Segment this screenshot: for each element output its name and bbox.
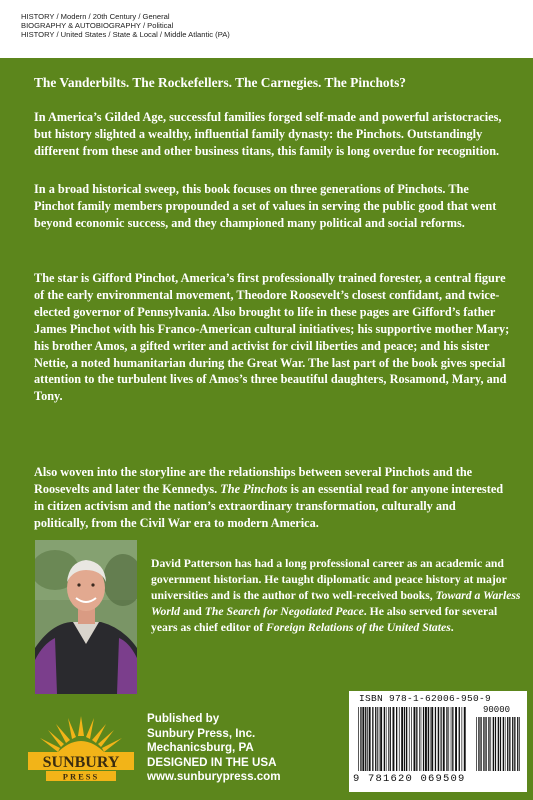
isbn-number: ISBN 978-1-62006-950-9 — [359, 693, 492, 704]
paragraph-text: is an essential read for anyone interested in citizen activism and the nation’s extraordinary transformation, culturally and politically, from the Civil War era to modern America. — [34, 481, 504, 530]
tagline: The Vanderbilts. The Rockefellers. The Carnegies. The Pinchots? — [34, 75, 406, 90]
description-paragraph-2: In a broad historical sweep, this book focuses on three generations of Pinchots. The Pinchot family members propounded a set of values in serving the public good that went beyond economic success, and they championed many political and social reforms. — [34, 182, 497, 230]
barcode-bar — [452, 707, 453, 771]
barcode-bar — [455, 707, 457, 771]
publisher-line: DESIGNED IN THE USA — [147, 755, 277, 769]
barcode-bar — [440, 707, 441, 771]
barcode-bars — [357, 707, 467, 771]
barcode-bar — [441, 707, 442, 771]
barcode-bar — [416, 707, 417, 771]
barcode-bar — [414, 707, 416, 771]
ean-number: 9 781620 069509 — [353, 773, 466, 785]
barcode-bar — [451, 707, 452, 771]
barcode-bar — [406, 707, 407, 771]
barcode-bar — [372, 707, 373, 771]
addon-barcode-bars — [475, 717, 521, 771]
barcode-bar — [485, 717, 486, 771]
barcode-bar — [488, 717, 489, 771]
barcode-bar — [390, 707, 391, 771]
category-line: HISTORY / United States / State & Local / Middle Atlantic (PA) — [21, 30, 230, 40]
publisher-line: Sunbury Press, Inc. — [147, 726, 256, 740]
barcode-bar — [507, 717, 508, 771]
barcode-bar — [505, 717, 506, 771]
barcode-bar — [401, 707, 403, 771]
paragraph-text: Also woven into the storyline are the relationships between several Pinchots and the Roosevelts and later the Kennedys. — [34, 465, 473, 496]
book-title: Foreign Relations of the United States — [266, 620, 451, 634]
barcode-bar — [480, 717, 481, 771]
author-portrait-image — [35, 540, 137, 694]
logo-subword: PRESS — [62, 771, 100, 782]
bio-text: . — [450, 620, 454, 634]
barcode-bar — [419, 707, 420, 771]
category-line: HISTORY / Modern / 20th Century / General — [21, 12, 170, 21]
barcode-bar — [404, 707, 405, 771]
barcode-bar — [365, 707, 366, 771]
description-paragraph-4 — [34, 464, 512, 532]
barcode-bar — [423, 707, 424, 771]
description-paragraph-1: In America’s Gilded Age, successful families forged self-made and powerful aristocracies, but history slighted a wealthy, influential family dynasty: the Pinchots. Outstandingly different from these and other business titans, this family is long overdue for recognition. — [34, 110, 502, 158]
barcode-bar — [421, 707, 422, 771]
barcode-bar — [425, 707, 427, 771]
barcode-bar — [384, 707, 385, 771]
barcode-bar — [448, 707, 449, 771]
barcode-bar — [409, 707, 410, 771]
barcode-bar — [512, 717, 513, 771]
barcode-bar — [360, 707, 361, 771]
barcode-bar — [490, 717, 491, 771]
bisac-categories — [21, 12, 230, 40]
barcode-bar — [446, 707, 447, 771]
barcode-bar — [428, 707, 429, 771]
barcode-bar — [464, 707, 466, 771]
barcode-bar — [411, 707, 412, 771]
isbn-barcode — [349, 691, 527, 792]
bio-text: and — [180, 604, 205, 618]
book-title: The Search for Negotiated Peace — [204, 604, 364, 618]
barcode-bar — [514, 717, 515, 771]
barcode-bar — [430, 707, 431, 771]
category-line: BIOGRAPHY & AUTOBIOGRAPHY / Political — [21, 21, 174, 31]
category-band — [0, 0, 533, 58]
price-addon-code: 90000 — [483, 705, 511, 715]
barcode-bar — [498, 717, 499, 771]
barcode-bar — [500, 717, 501, 771]
logo-wordmark: SUNBURY — [42, 754, 120, 771]
barcode-bar — [377, 707, 378, 771]
description-paragraph-3: The star is Gifford Pinchot, America’s first professionally trained forester, a central figure of the early environmental movement, Theodore Roosevelt’s closest confidant, and twice-elected governor of Pennsylvania. Also brought to life in these pages are Gifford’s father James Pinchot with his Franco-American cultural initiatives; his supportive mother Mary; his brother Amos, a gifted writer and activist for civil liberties and peace; and his sister Nettie, a noted humanitarian during the Great War. The last part of the book gives special attention to the turbulent lives of Amos’s three beautiful daughters, Rosamond, Mary, and Tony. — [34, 271, 510, 404]
barcode-bar — [476, 717, 477, 771]
barcode-bar — [509, 717, 510, 771]
publisher-line: Mechanicsburg, PA — [147, 741, 254, 754]
barcode-bar — [483, 717, 484, 771]
barcode-bar — [386, 707, 387, 771]
bio-text: . He also served for several years as chief editor of — [151, 604, 498, 634]
barcode-bar — [517, 717, 518, 771]
barcode-bar — [478, 717, 479, 771]
barcode-bar — [462, 707, 463, 771]
barcode-bar — [362, 707, 364, 771]
book-title: The Pinchots — [220, 481, 288, 496]
barcode-bar — [399, 707, 400, 771]
barcode-bar — [358, 707, 359, 771]
sun-logo-icon — [26, 706, 136, 786]
barcode-bar — [443, 707, 445, 771]
author-photo — [35, 540, 137, 694]
barcode-bar — [375, 707, 376, 771]
barcode-bar — [503, 717, 504, 771]
barcode-bar — [379, 707, 380, 771]
barcode-bar — [380, 707, 382, 771]
barcode-bar — [431, 707, 433, 771]
author-bio — [151, 556, 521, 636]
barcode-bar — [435, 707, 436, 771]
barcode-bar — [459, 707, 460, 771]
publisher-line: Published by — [147, 712, 220, 725]
barcode-bar — [495, 717, 496, 771]
barcode-bar — [369, 707, 371, 771]
sunbury-press-logo — [26, 706, 136, 786]
bio-text: David Patterson has had a long professional career as an academic and government historian. He taught diplomatic and peace history at major universities and is the author of two well-received books, — [151, 557, 507, 602]
barcode-bar — [367, 707, 368, 771]
publisher-info — [147, 712, 281, 785]
publisher-website-link[interactable]: www.sunburypress.com — [147, 770, 281, 783]
barcode-bar — [396, 707, 397, 771]
book-title: Toward a Warless World — [151, 588, 521, 618]
barcode-bar — [388, 707, 389, 771]
barcode-bar — [438, 707, 439, 771]
barcode-bar — [493, 717, 494, 771]
barcode-bar — [393, 707, 395, 771]
barcode-bar — [519, 717, 520, 771]
